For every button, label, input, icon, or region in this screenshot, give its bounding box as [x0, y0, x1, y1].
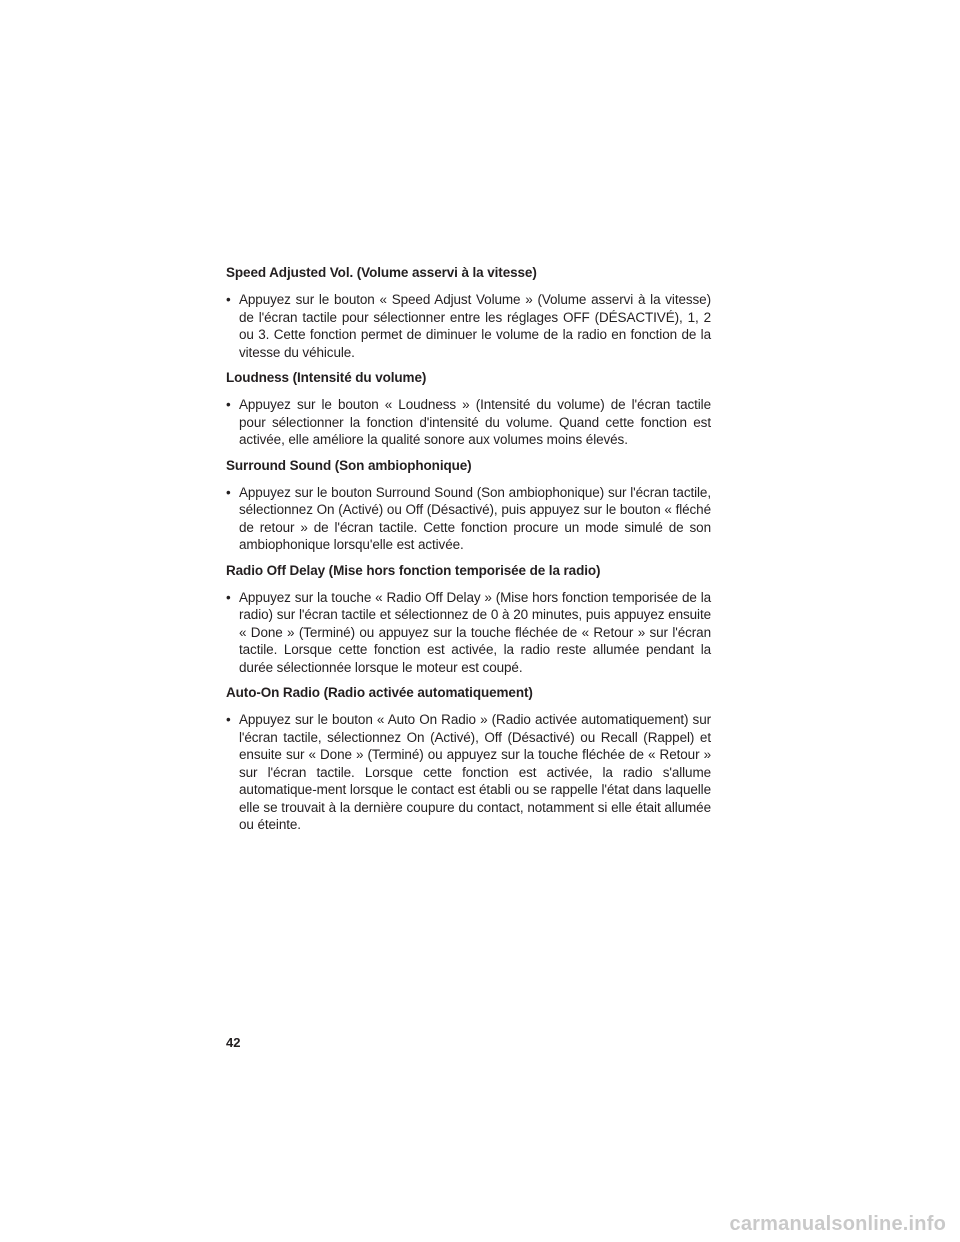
- section-heading: Radio Off Delay (Mise hors fonction temporisée de la radio): [226, 562, 601, 578]
- bullet-text: Appuyez sur le bouton « Speed Adjust Volume » (Volume asservi à la vitesse) de l'écran tactile pour sélectionner entre les réglages OFF (DÉSACTIVÉ), 1, 2 ou 3. Cette fonction permet de diminuer le volume de la radio en fonction de la vitesse du véhicule.: [239, 292, 711, 360]
- page-content: [226, 264, 711, 842]
- section-auto-on-radio: [226, 684, 711, 834]
- bullet-dot: •: [226, 589, 231, 605]
- bullet-item: [226, 484, 711, 554]
- bullet-dot: •: [226, 484, 231, 500]
- bullet-text: Appuyez sur la touche « Radio Off Delay » (Mise hors fonction temporisée de la radio) sur l'écran tactile et sélectionnez de 0 à 20 minutes, puis appuyez ensuite « Done » (Terminé) ou appuyez sur la touche fléchée de « Retour » sur l'écran tactile. Lorsque cette fonction est activée, la radio reste allumée pendant la durée sélectionnée lorsque le moteur est coupé.: [239, 589, 711, 675]
- section-heading: Surround Sound (Son ambiophonique): [226, 457, 472, 473]
- section-heading: Speed Adjusted Vol. (Volume asservi à la vitesse): [226, 265, 537, 280]
- bullet-dot: •: [226, 397, 231, 412]
- section-radio-off-delay: [226, 562, 711, 677]
- bullet-item: [226, 396, 711, 449]
- bullet-item: [226, 589, 711, 677]
- bullet-item: [226, 291, 711, 361]
- watermark-link[interactable]: carmanualsonline.info: [729, 1213, 946, 1235]
- section-loudness: [226, 369, 711, 449]
- section-surround-sound: [226, 457, 711, 554]
- section-speed-adjusted-vol: [226, 264, 711, 361]
- bullet-text: Appuyez sur le bouton « Loudness » (Intensité du volume) de l'écran tactile pour sélectionner la fonction d'intensité du volume. Quand cette fonction est activée, elle améliore la qualité sonore aux volumes moins élevés.: [239, 397, 711, 447]
- section-heading: Auto-On Radio (Radio activée automatiquement): [226, 685, 533, 700]
- bullet-dot: •: [226, 712, 231, 727]
- bullet-dot: •: [226, 292, 231, 307]
- bullet-text: Appuyez sur le bouton « Auto On Radio » (Radio activée automatiquement) sur l'écran tactile, sélectionnez On (Activé), Off (Désactivé) ou Recall (Rappel) et ensuite sur « Done » (Terminé) ou appuyez sur la touche fléchée de « Retour » sur l'écran tactile. Lorsque cette fonction est activée, la radio s'allume automatique-ment lorsque le contact est établi ou se rappelle l'état dans laquelle elle se trouvait à la dernière coupure du contact, notamment si elle était allumée ou éteinte.: [239, 712, 711, 832]
- bullet-item: [226, 711, 711, 834]
- section-heading: Loudness (Intensité du volume): [226, 370, 427, 385]
- page-number: 42: [226, 1035, 241, 1050]
- bullet-text: Appuyez sur le bouton Surround Sound (Son ambiophonique) sur l'écran tactile, sélectionnez On (Activé) ou Off (Désactivé), puis appuyez sur le bouton « fléché de retour » de l'écran tactile. Cette fonction procure un mode simulé de son ambiophonique lorsqu'elle est activée.: [239, 484, 711, 552]
